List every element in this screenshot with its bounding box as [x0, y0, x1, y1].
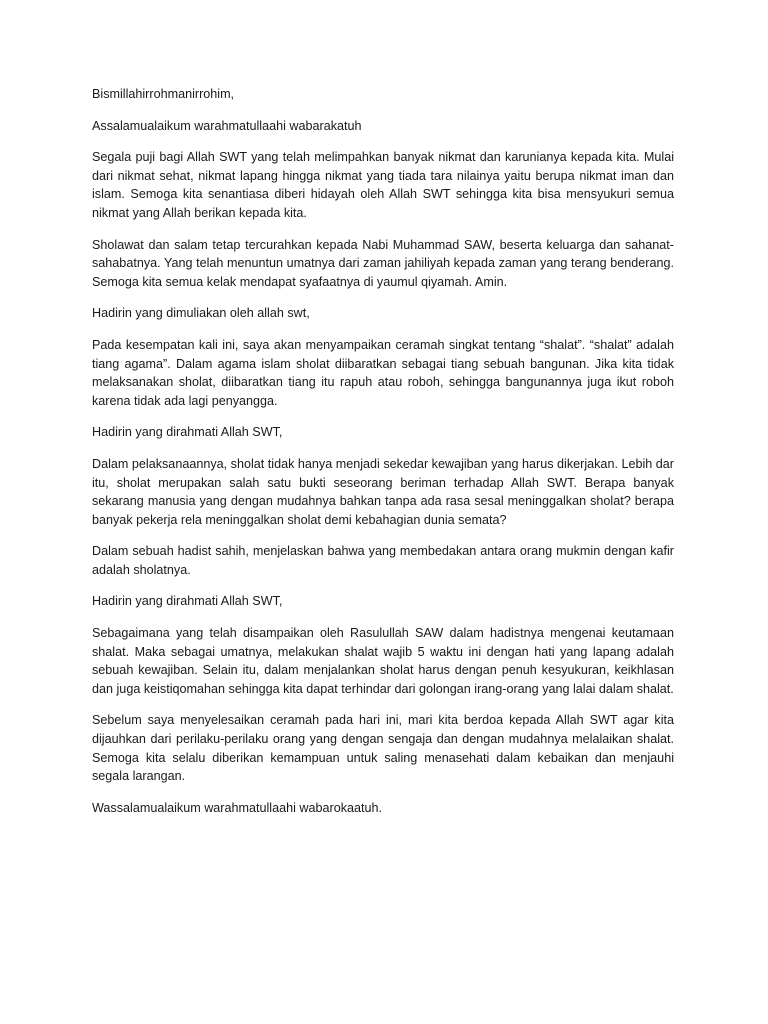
- audience-greeting-3: Hadirin yang dirahmati Allah SWT,: [92, 594, 283, 609]
- audience-greeting-1: Hadirin yang dimuliakan oleh allah swt,: [92, 306, 310, 321]
- paragraph-virtue: Sebagaimana yang telah disampaikan oleh Rasulullah SAW dalam hadistnya mengenai keutamaan shalat. Maka sebagai umatnya, melakukan shalat wajib 5 waktu ini dengan hati yang lapang adalah sebuah kewajiban. Selain itu, dalam menjalankan sholat harus dengan penuh kesyukuran, keikhlasan dan juga keistiqomahan sehingga kita dapat terhindar dari golongan irang-orang yang lalai dalam shalat.: [92, 626, 674, 696]
- paragraph-closing-prayer: Sebelum saya menyelesaikan ceramah pada hari ini, mari kita berdoa kepada Allah SWT agar kita dijauhkan dari perilaku-perilaku orang yang dengan sengaja dan dengan mudahnya melalaikan shalat. Semoga kita selalu diberikan kemampuan untuk saling menasehati dalam kebaikan dan menjauhi segala larangan.: [92, 713, 674, 784]
- closing-salam: Wassalamualaikum warahmatullaahi wabarokaatuh.: [92, 800, 383, 815]
- paragraph-topic: Pada kesempatan kali ini, saya akan menyampaikan ceramah singkat tentang “shalat”. “shalat” adalah tiang agama”. Dalam agama islam sholat diibaratkan sebagai tiang sebuah bangunan. Jika kita tidak melaksanakan sholat, diibaratkan tiang itu rapuh atau roboh, sehingga bangunannya juga ikut roboh karena tidak ada lagi penyangga.: [92, 337, 674, 408]
- paragraph-sholawat: Sholawat dan salam tetap tercurahkan kepada Nabi Muhammad SAW, beserta keluarga dan sahanat-sahabatnya. Yang telah menuntun umatnya dari zaman jahiliyah kepada zaman yang terang benderang. Semoga kita semua kelak mendapat syafaatnya di yaumul qiyamah. Amin.: [92, 237, 674, 289]
- document-page: [92, 85, 674, 830]
- opening-basmalah: Bismillahirrohmanirrohim,: [92, 87, 235, 101]
- paragraph-obligation: Dalam pelaksanaannya, sholat tidak hanya menjadi sekedar kewajiban yang harus dikerjakan. Lebih dar itu, sholat merupakan salah satu bukti seseorang beriman terhadap Allah SWT. Berapa banyak sekarang manusia yang dengan mudahnya bahkan tanpa ada rasa sesal meninggalkan sholat? berapa banyak pekerja rela meninggalkan sholat demi kebahagian dunia semata?: [92, 456, 674, 527]
- audience-greeting-2: Hadirin yang dirahmati Allah SWT,: [92, 425, 283, 440]
- paragraph-praise: Segala puji bagi Allah SWT yang telah melimpahkan banyak nikmat dan karunianya kepada kita. Mulai dari nikmat sehat, nikmat lapang hingga nikmat yang tiada tara nilainya yaitu berupa nikmat iman dan islam. Semoga kita senantiasa diberi hidayah oleh Allah SWT sehingga kita bisa mensyukuri semua nikmat yang Allah berikan kepada kita.: [92, 150, 674, 220]
- opening-salam: Assalamualaikum warahmatullaahi wabarakatuh: [92, 118, 362, 133]
- paragraph-hadith: Dalam sebuah hadist sahih, menjelaskan bahwa yang membedakan antara orang mukmin dengan kafir adalah sholatnya.: [92, 544, 674, 577]
